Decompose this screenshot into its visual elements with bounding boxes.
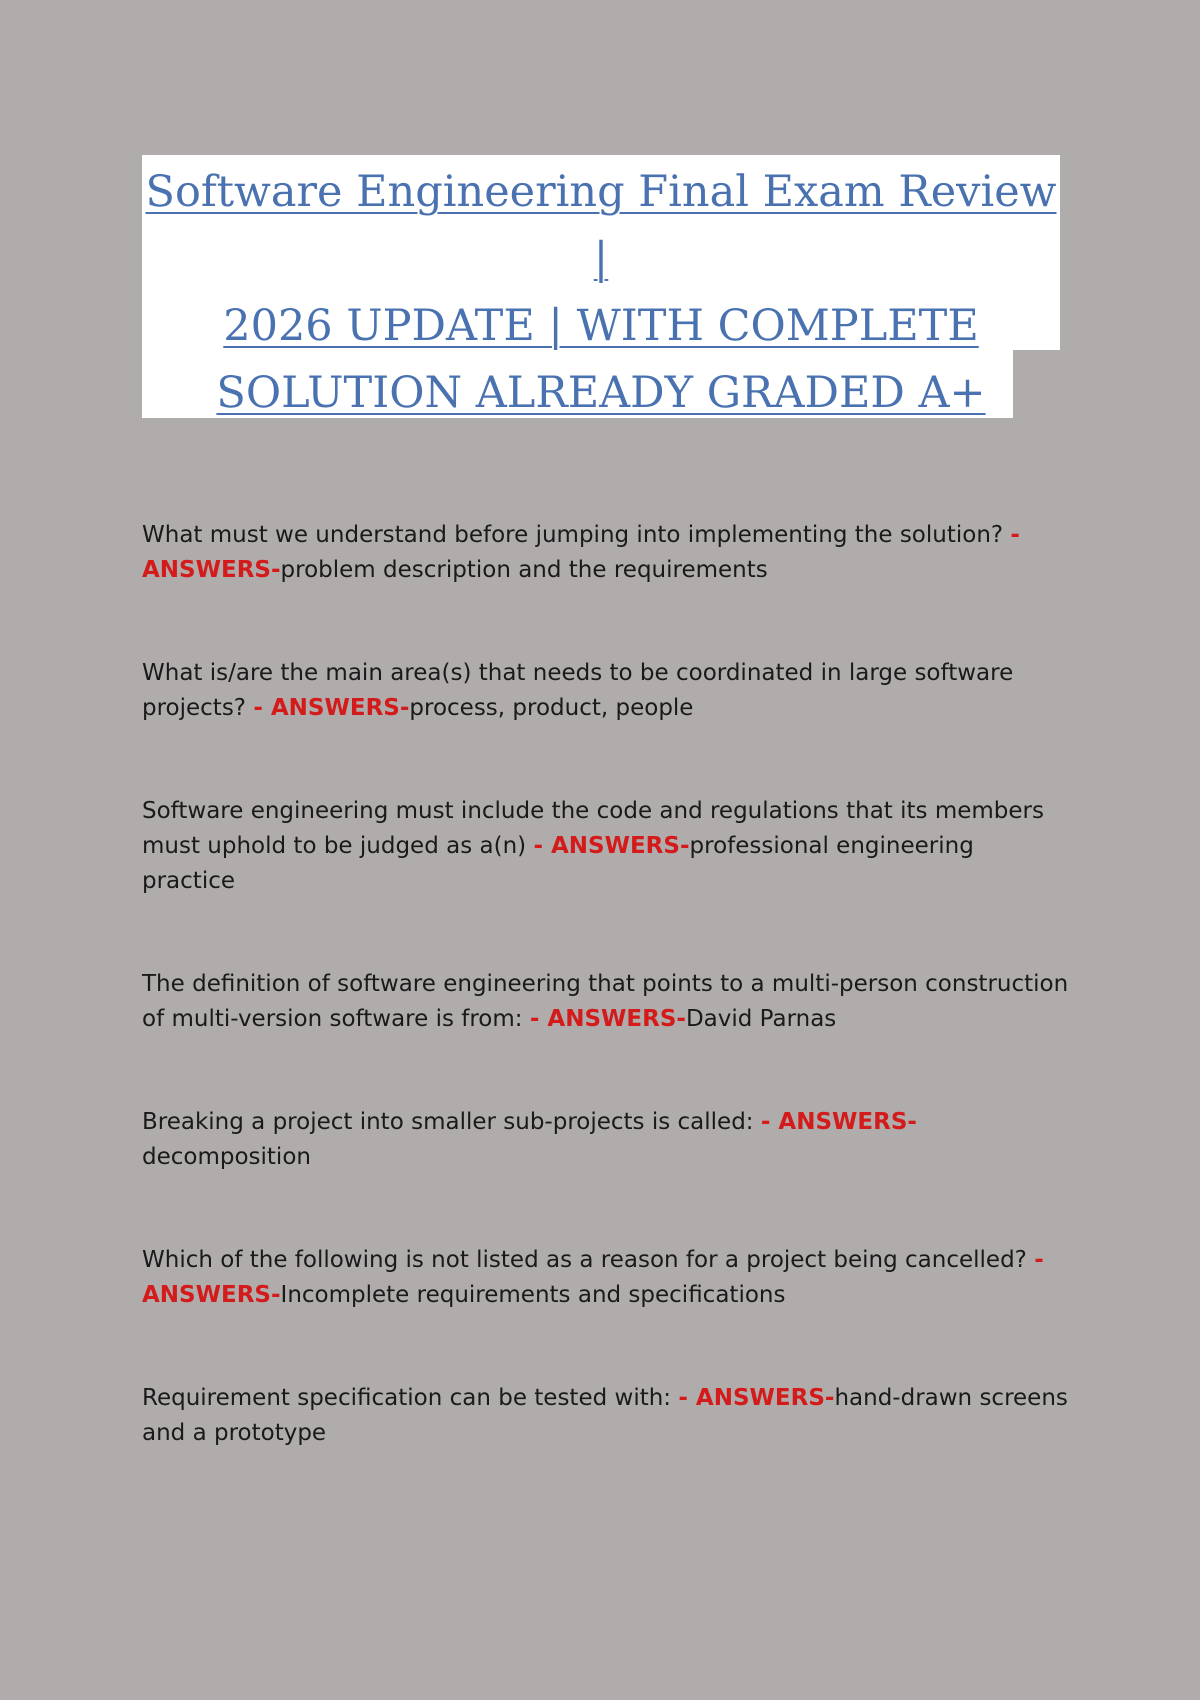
question-text: What must we understand before jumping into implementing the solution? — [142, 522, 1011, 548]
answer-text: David Parnas — [685, 1006, 837, 1032]
question-text: Which of the following is not listed as a reason for a project being cancelled? — [142, 1247, 1035, 1273]
answer-marker: - ANSWERS- — [760, 1109, 917, 1135]
qa-item-6 — [142, 1243, 1072, 1313]
question-text: Breaking a project into smaller sub-projects is called: — [142, 1109, 761, 1135]
qa-list — [142, 518, 1072, 1451]
title-line-3: SOLUTION ALREADY GRADED A+ — [216, 368, 986, 418]
question-text: Software engineering must include the code and regulations that its members must uphold to be judged as a(n) — [142, 798, 1044, 859]
answer-marker: - ANSWERS- — [142, 522, 1020, 583]
answer-text: process, product, people — [409, 695, 694, 721]
answer-text: professional engineering practice — [142, 833, 974, 894]
title-line-2: 2026 UPDATE | WITH COMPLETE — [223, 301, 979, 351]
question-text: What is/are the main area(s) that needs to be coordinated in large software projects? — [142, 660, 1014, 721]
qa-item-1 — [142, 518, 1072, 588]
answer-text: hand-drawn screens and a prototype — [142, 1385, 1068, 1446]
qa-item-7 — [142, 1381, 1072, 1451]
document-title — [142, 155, 1060, 427]
answer-marker: - ANSWERS- — [142, 1247, 1044, 1308]
answer-marker: - ANSWERS- — [533, 833, 690, 859]
qa-item-4 — [142, 967, 1072, 1037]
question-text: Requirement specification can be tested with: — [142, 1385, 679, 1411]
answer-marker: - ANSWERS- — [678, 1385, 835, 1411]
title-line-1: Software Engineering Final Exam Review | — [145, 167, 1057, 284]
question-text: The definition of software engineering that points to a multi-person construction of multi-version software is from: — [142, 971, 1069, 1032]
answer-marker: - ANSWERS- — [529, 1006, 686, 1032]
answer-marker: - ANSWERS- — [253, 695, 410, 721]
answer-text: decomposition — [142, 1144, 311, 1170]
qa-item-2 — [142, 656, 1072, 726]
qa-item-5 — [142, 1105, 1072, 1175]
answer-text: problem description and the requirements — [280, 557, 768, 583]
answer-text: Incomplete requirements and specifications — [280, 1282, 786, 1308]
qa-item-3 — [142, 794, 1072, 899]
